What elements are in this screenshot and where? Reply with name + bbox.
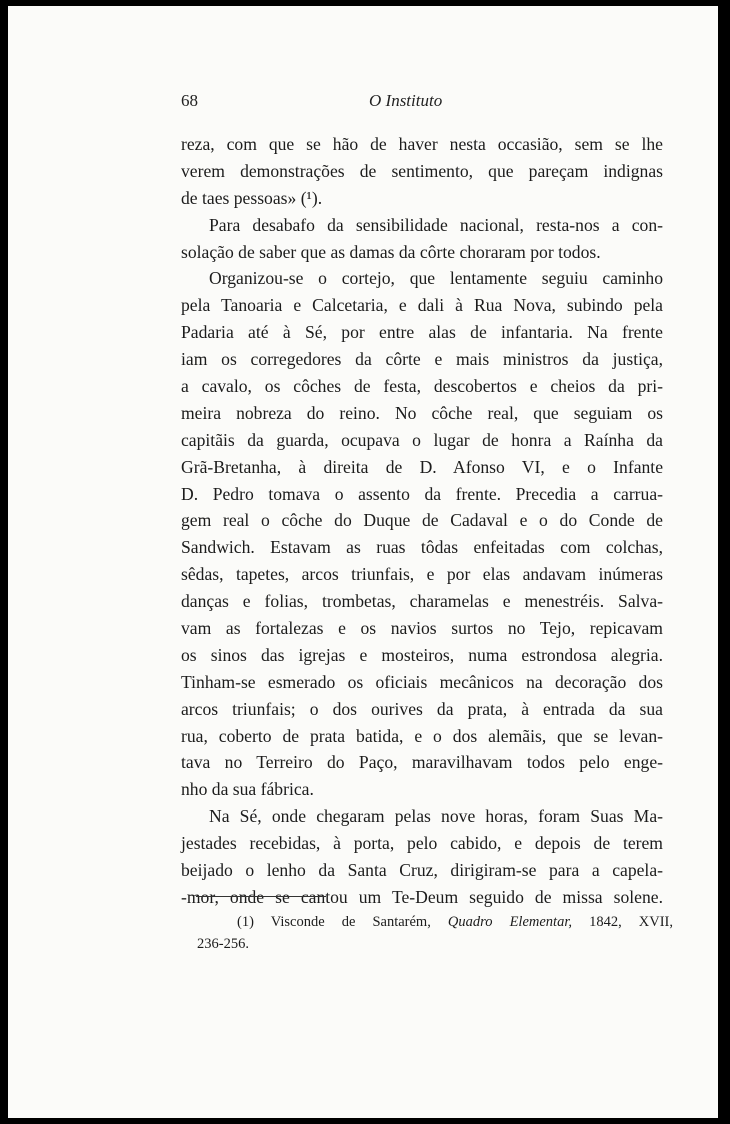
footnote (181, 911, 673, 955)
text-line: Tinham-se esmerado os oficiais mecânicos na decoração dos (181, 671, 663, 692)
text-line: D. Pedro tomava o assento da frente. Precedia a carrua- (181, 483, 663, 504)
text-line: Para desabafo da sensibilidade nacional, resta-nos a con- (209, 214, 663, 235)
text-line: nho da sua fábrica. (181, 779, 314, 800)
text-line: sêdas, tapetes, arcos triunfais, e por elas andavam inúmeras (181, 564, 663, 585)
text-line: Grã-Bretanha, à direita de D. Afonso VI, e o Infante (181, 456, 663, 477)
text-line: Na Sé, onde chegaram pelas nove horas, foram Suas Ma- (209, 806, 663, 827)
footnote-marker: (1) (237, 914, 254, 930)
footnote-volume: XVII, (638, 914, 674, 930)
footnote-title: Quadro Elementar, (447, 914, 572, 930)
footnote-pages: 236-256. (197, 936, 249, 952)
text-line: Sandwich. Estavam as ruas tôdas enfeitadas com colchas, (181, 537, 663, 558)
text-line: Padaria até à Sé, por entre alas de infantaria. Na frente (181, 322, 663, 343)
text-line: beijado o lenho da Santa Cruz, dirigiram-se para a capela- (181, 860, 663, 881)
footnote-divider (196, 896, 326, 897)
page-number: 68 (181, 91, 198, 110)
text-line: solação de saber que as damas da côrte choraram por todos. (181, 241, 601, 262)
text-line: danças e folias, trombetas, charamelas e menestréis. Salva- (181, 591, 663, 612)
text-line: pela Tanoaria e Calcetaria, e dali à Rua Nova, subindo pela (181, 295, 663, 316)
text-line: jestades recebidas, à porta, pelo cabido, e depois de terem (181, 833, 663, 854)
text-line: iam os corregedores da côrte e mais ministros da justiça, (181, 349, 663, 370)
running-title: O Instituto (369, 91, 443, 110)
text-line: rua, coberto de prata batida, e o dos alemãis, que se levan- (181, 725, 663, 746)
page-header (181, 91, 671, 115)
book-page (8, 6, 718, 1118)
text-line: gem real o côche do Duque de Cadaval e o do Conde de (181, 510, 663, 531)
footnote-year: 1842, (589, 914, 622, 930)
text-line: a cavalo, os côches de festa, descobertos e cheios da pri- (181, 376, 663, 397)
text-line: reza, com que se hão de haver nesta occasião, sem se lhe (181, 134, 663, 154)
text-line: de taes pessoas» (¹). (181, 187, 323, 208)
footnote-author: Visconde de Santarém, (270, 914, 431, 930)
footnote-line (181, 911, 673, 933)
body-text (181, 131, 663, 911)
scan-border (718, 0, 730, 1124)
text-line: os sinos das igrejas e mosteiros, numa estrondosa alegria. (181, 644, 663, 665)
text-line: tava no Terreiro do Paço, maravilhavam todos pelo enge- (181, 752, 663, 773)
text-line: capitãis da guarda, ocupava o lugar de honra a Raínha da (181, 429, 663, 450)
text-line: vam as fortalezas e os navios surtos no Tejo, repicavam (181, 618, 663, 639)
text-line: -mor, onde se cantou um Te-Deum seguido de missa solene. (181, 886, 663, 907)
text-line: meira nobreza do reino. No côche real, que seguiam os (181, 402, 663, 423)
text-line: Organizou-se o cortejo, que lentamente seguiu caminho (209, 268, 663, 289)
text-line: verem demonstrações de sentimento, que pareçam indignas (181, 160, 663, 181)
text-line: arcos triunfais; o dos ourives da prata, à entrada da sua (181, 698, 663, 719)
